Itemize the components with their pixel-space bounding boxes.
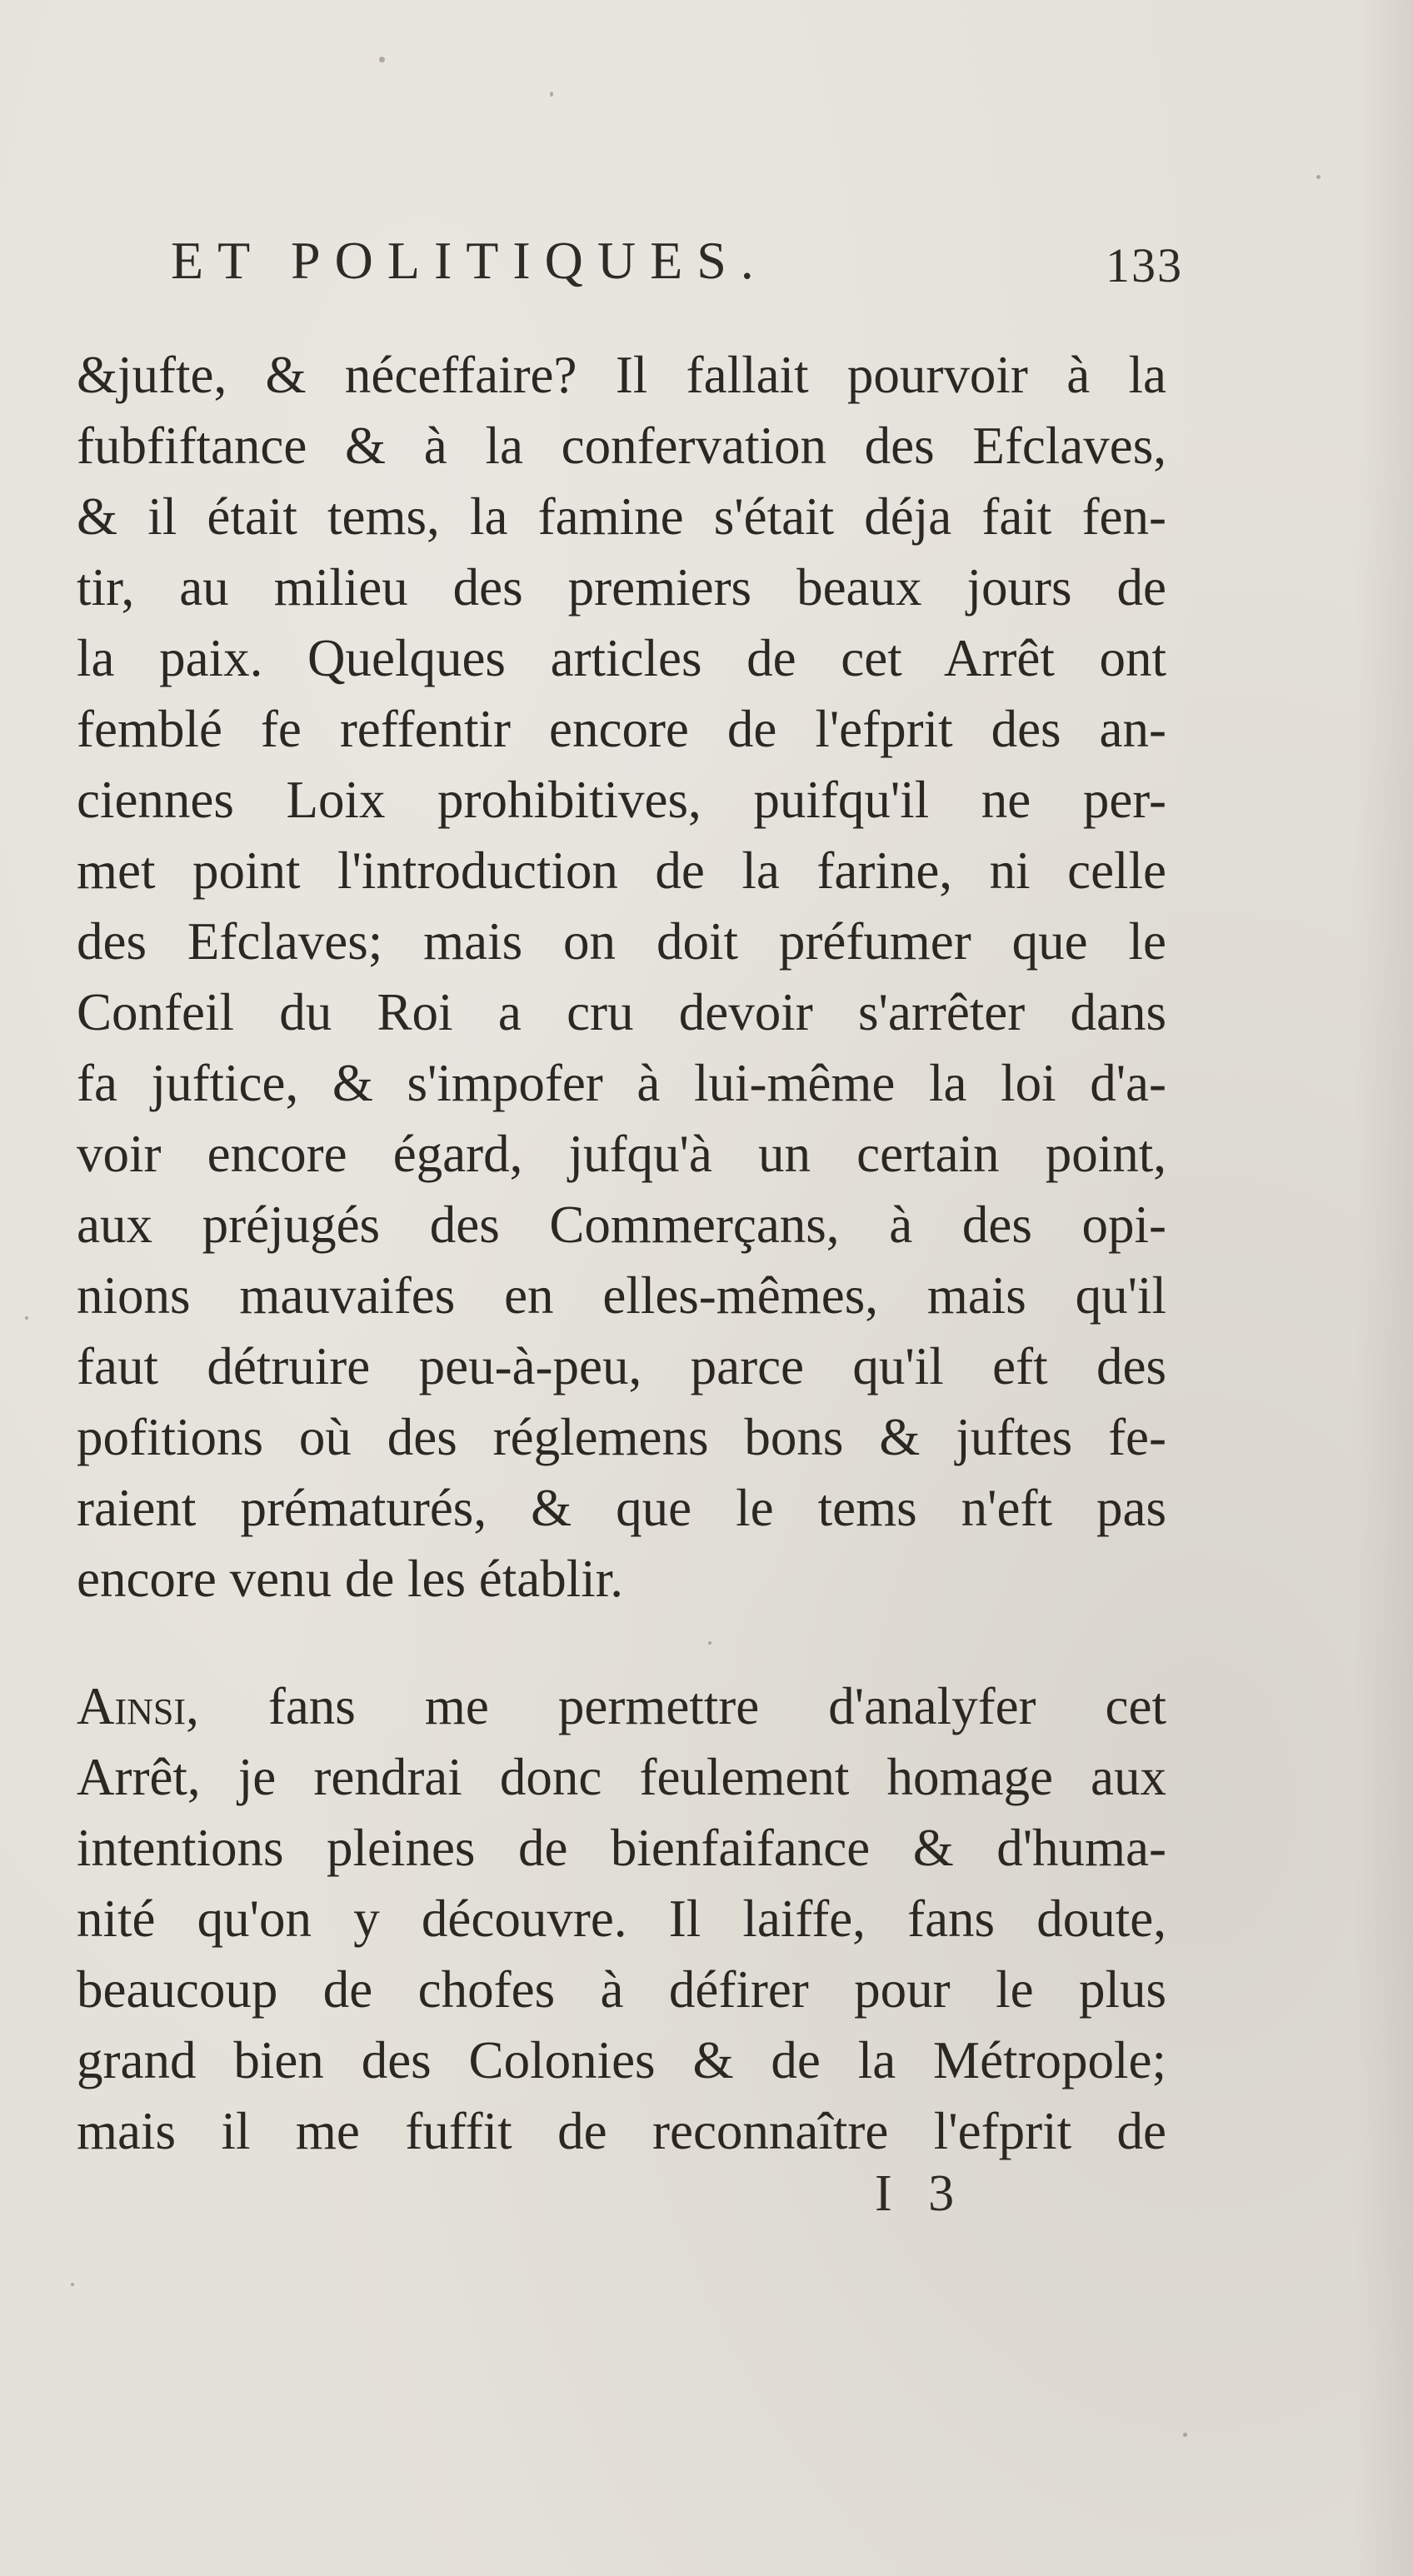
text-line: mais il me fuffit de reconnaître l'efprit de [77,2102,1166,2160]
text-line: pofitions où des réglemens bons & juftes fe- [77,1408,1166,1466]
text-line: & il était tems, la famine s'était déja fait fen- [77,487,1166,546]
paper-speck [1316,175,1321,179]
text-line: ciennes Loix prohibitives, puifqu'il ne per- [77,771,1166,829]
text-line: voir encore égard, jufqu'à un certain point, [77,1125,1166,1183]
text-line-rest: , fans me permettre d'analyfer cet [186,1677,1166,1735]
text-line: Confeil du Roi a cru devoir s'arrêter dans [77,983,1166,1041]
text-line: fubfiftance & à la confervation des Efclaves, [77,417,1166,475]
paper-speck [71,2283,74,2286]
text-line: faut détruire peu-à-peu, parce qu'il eft des [77,1337,1166,1395]
page-header [171,223,1183,298]
text-line: tir, au milieu des premiers beaux jours de [77,558,1166,617]
paper-speck [25,1316,28,1320]
text-line: raient prématurés, & que le tems n'eft pas [77,1479,1166,1537]
text-line: intentions pleines de bienfaifance & d'huma- [77,1819,1166,1877]
text-line: fa juftice, & s'impofer à lui-même la loi d'a- [77,1054,1166,1112]
text-line: aux préjugés des Commerçans, à des opi- [77,1196,1166,1254]
text-line [77,1671,1166,1742]
lead-word: Ainsi [77,1677,187,1735]
text-line: grand bien des Colonies & de la Métropole; [77,2031,1166,2089]
text-line: met point l'introduction de la farine, ni celle [77,841,1166,900]
page-edge-shadow [1355,0,1413,2576]
text-line: nité qu'on y découvre. Il laiffe, fans doute, [77,1890,1166,1948]
text-line: la paix. Quelques articles de cet Arrêt ont [77,629,1166,687]
paper-speck [1183,2433,1187,2437]
text-line: femblé fe reffentir encore de l'efprit des an- [77,700,1166,758]
running-head: ET POLITIQUES. [171,231,768,290]
paper-speck [550,92,553,97]
signature-mark: I 3 [875,2165,966,2222]
text-line: beaucoup de chofes à défirer pour le plus [77,1960,1166,2019]
paper-speck [708,1641,711,1645]
text-line: des Efclaves; mais on doit préfumer que le [77,912,1166,971]
paper-speck [379,57,385,62]
text-line: encore venu de les établir. [77,1550,623,1608]
page-number: 133 [1106,238,1183,292]
text-line: Arrêt, je rendrai donc feulement homage aux [77,1748,1166,1806]
paragraph-1 [77,340,1166,1615]
text-line: nions mauvaifes en elles-mêmes, mais qu'il [77,1266,1166,1325]
paragraph-2 [77,1671,1166,2167]
text-line: &jufte, & néceffaire? Il fallait pourvoir à la [77,346,1166,404]
